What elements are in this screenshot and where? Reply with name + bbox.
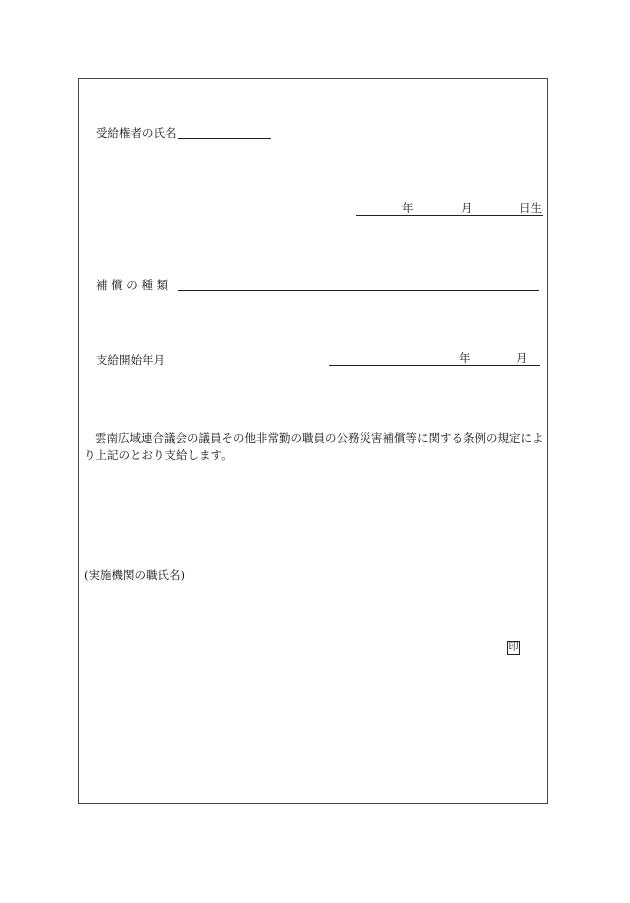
- birth-day-label: 日生: [519, 201, 542, 215]
- recipient-name-label: 受給権者の氏名: [96, 126, 177, 140]
- compensation-type-line: [178, 290, 539, 291]
- start-year-label: 年: [459, 351, 471, 365]
- seal-mark: 印: [508, 642, 519, 653]
- statement-text: 雲南広域連合議会の議員その他非常勤の職員の公務災害補償等に関する条例の規定により上記のとおり支給します。: [84, 431, 544, 462]
- start-month-label: 月: [516, 351, 528, 365]
- recipient-name-line: [178, 138, 271, 139]
- payment-start-label: 支給開始年月: [96, 353, 165, 367]
- agency-label: (実施機関の職氏名): [84, 568, 185, 582]
- compensation-type-label: 補 償 の 種 類: [96, 278, 169, 292]
- birth-date-line: [356, 215, 543, 216]
- payment-start-line: [329, 365, 540, 366]
- birth-month-label: 月: [461, 201, 473, 215]
- birth-year-label: 年: [402, 201, 414, 215]
